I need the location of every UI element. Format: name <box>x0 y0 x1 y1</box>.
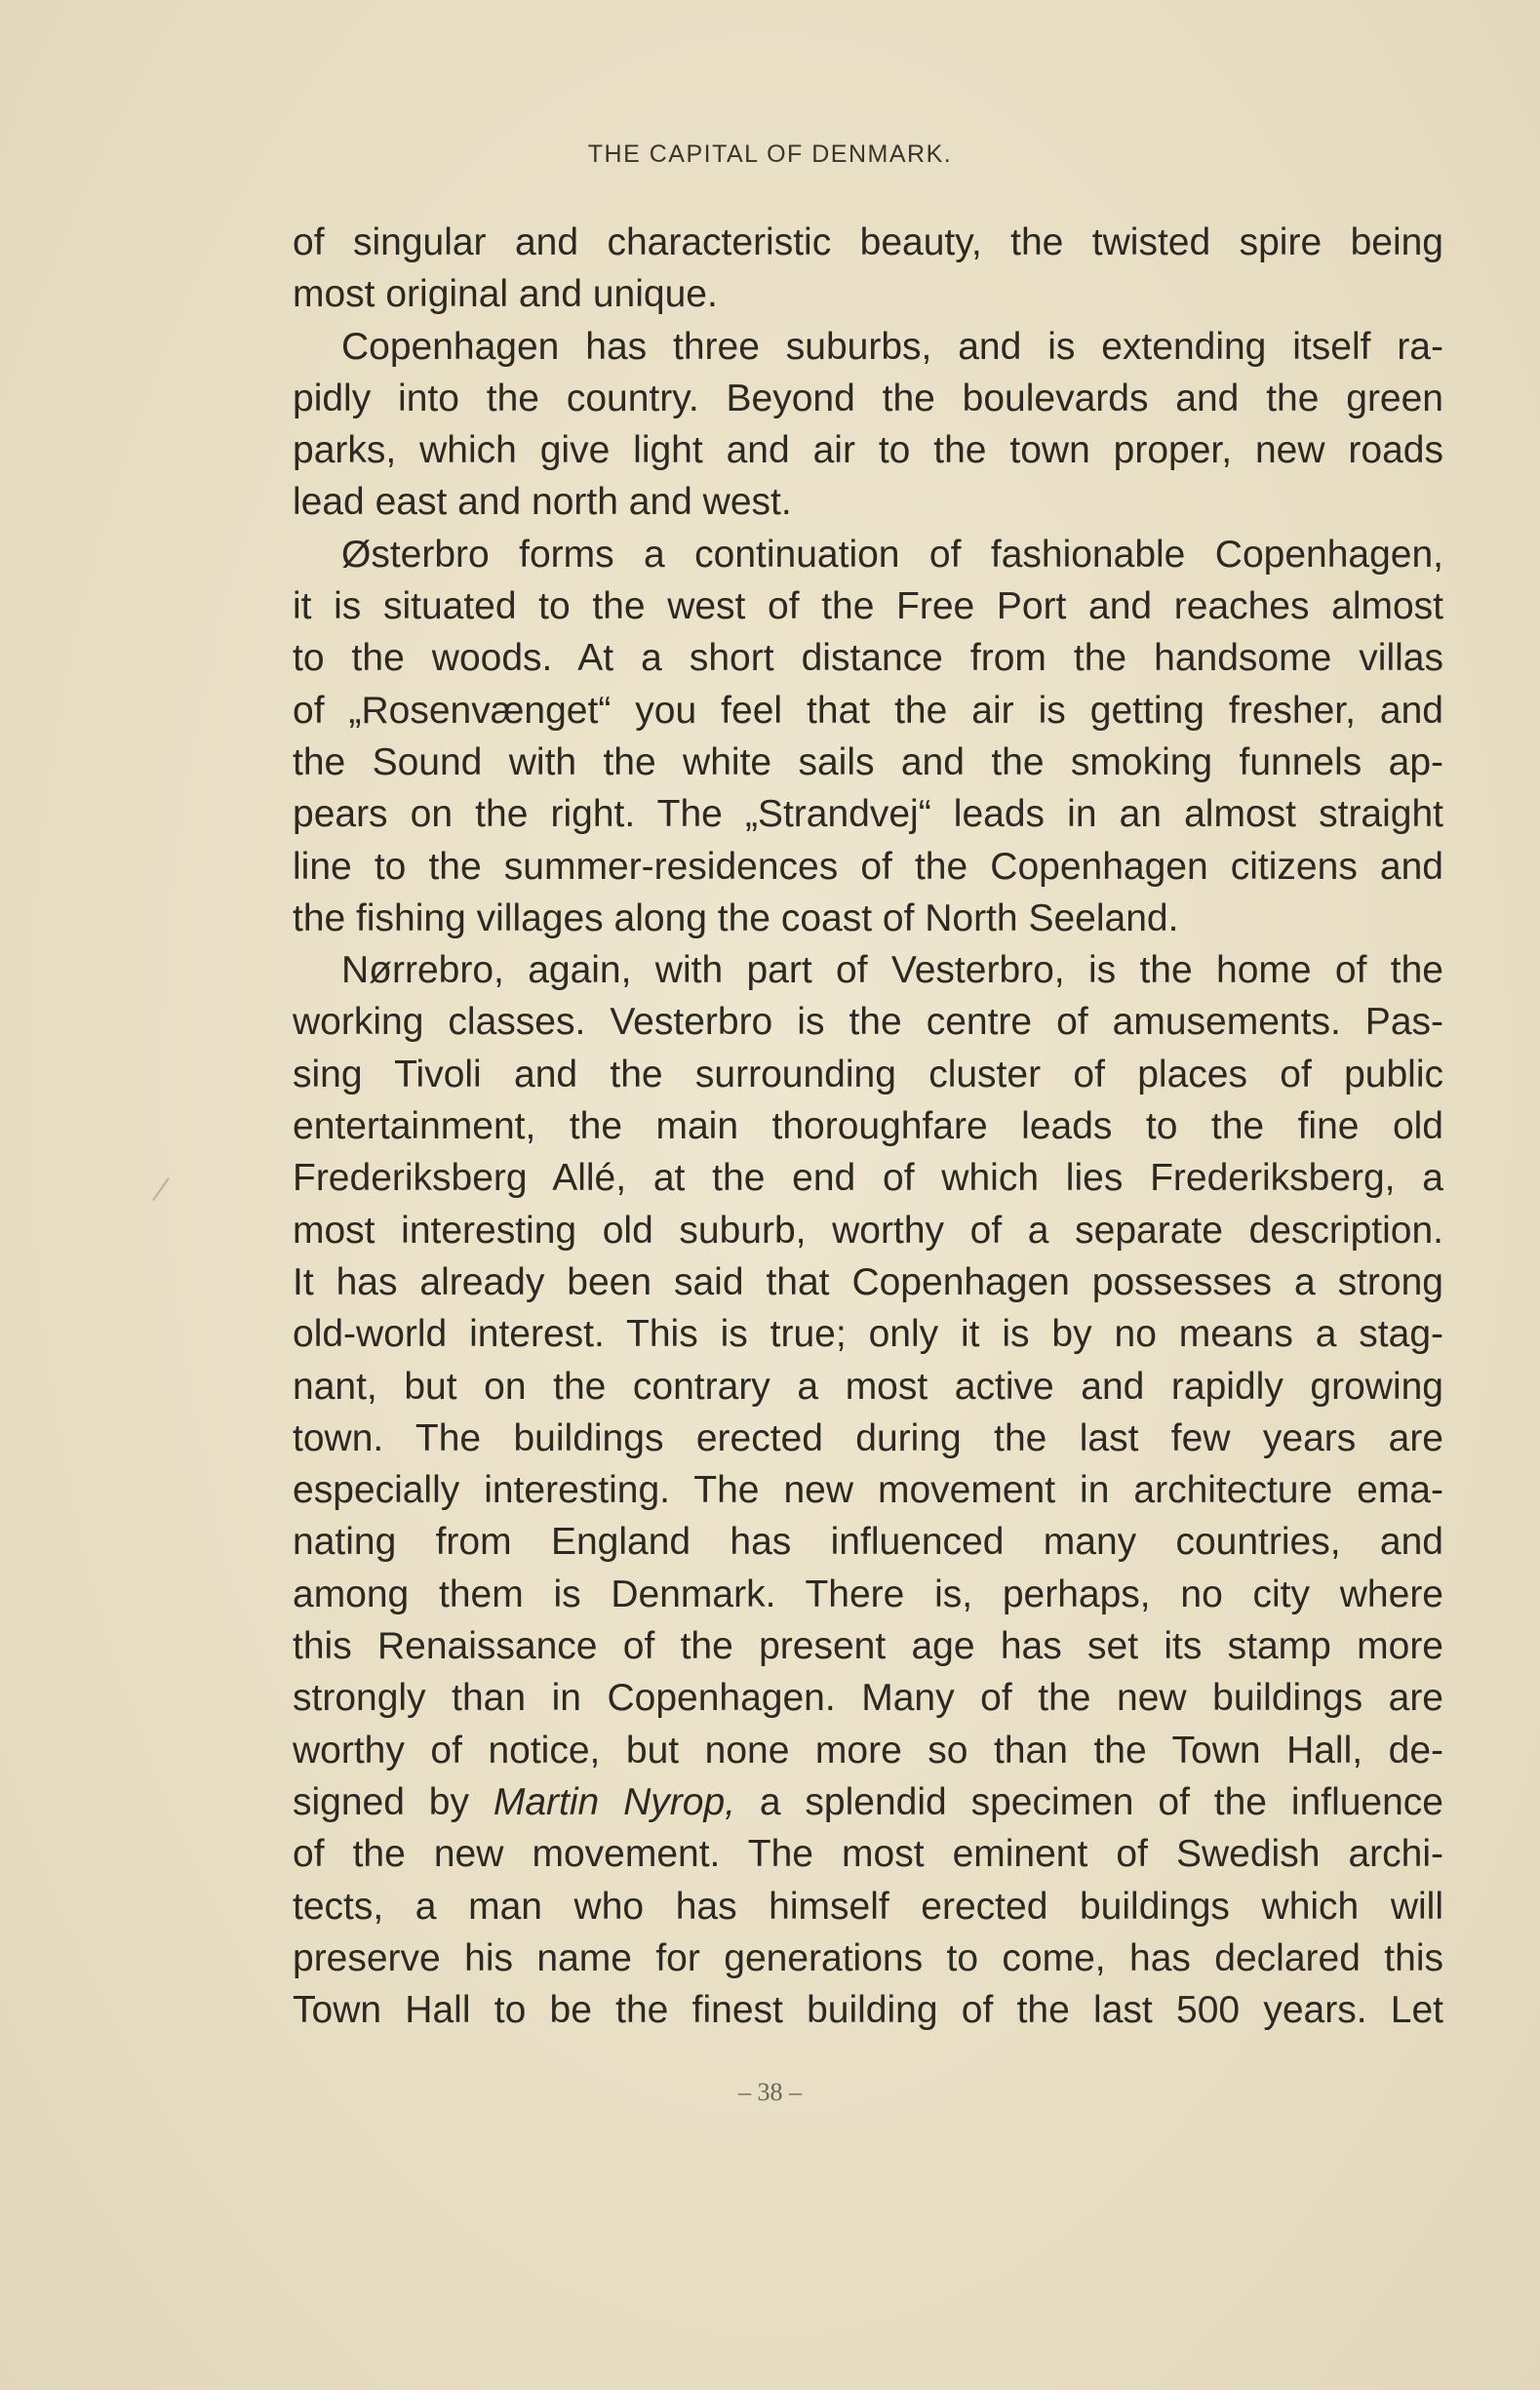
text-line: especially interesting. The new movement in architecture ema- <box>293 1469 1443 1512</box>
text-line: nant, but on the contrary a most active and rapidly growing <box>293 1365 1443 1408</box>
text-line: nating from England has influenced many countries, and <box>293 1521 1443 1564</box>
text-segment: signed by <box>293 1780 494 1823</box>
text-line: the fishing villages along the coast of North Seeland. <box>293 896 1179 939</box>
text-segment: a splendid specimen of the influence <box>734 1780 1443 1823</box>
page-number: – 38 – <box>738 2078 802 2106</box>
running-head: THE CAPITAL OF DENMARK. <box>587 140 953 168</box>
text-line: Town Hall to be the finest building of the last 500 years. Let <box>293 1989 1443 2032</box>
text-line: most interesting old suburb, worthy of a separate description. <box>293 1209 1443 1252</box>
text-line: most original and unique. <box>293 273 718 316</box>
text-line: line to the summer-residences of the Copenhagen citizens and <box>293 845 1443 888</box>
text-line: old-world interest. This is true; only it is by no means a stag- <box>293 1313 1443 1356</box>
text-line: Frederiksberg Allé, at the end of which lies Frederiksberg, a <box>293 1157 1443 1200</box>
text-line: strongly than in Copenhagen. Many of the new buildings are <box>293 1677 1443 1720</box>
text-line: tects, a man who has himself erected buildings which will <box>293 1885 1443 1928</box>
italic-name: Martin Nyrop, <box>493 1780 735 1823</box>
text-line: of singular and characteristic beauty, the twisted spire being <box>293 221 1443 263</box>
text-line: of „Rosenvænget“ you feel that the air is getting fresher, and <box>293 689 1443 732</box>
text-line: pidly into the country. Beyond the boulevards and the green <box>293 377 1443 419</box>
text-line: Østerbro forms a continuation of fashionable Copenhagen, <box>341 533 1443 576</box>
body-text <box>293 217 1443 2036</box>
text-line: pears on the right. The „Strandvej“ leads in an almost straight <box>293 793 1443 836</box>
margin-mark <box>152 1177 170 1201</box>
text-line: lead east and north and west. <box>293 481 792 524</box>
text-line: working classes. Vesterbro is the centre of amusements. Pas- <box>293 1001 1443 1044</box>
text-line <box>293 1776 1443 1828</box>
text-line: among them is Denmark. There is, perhaps, no city where <box>293 1573 1443 1615</box>
text-line: of the new movement. The most eminent of Swedish archi- <box>293 1833 1443 1876</box>
text-line: parks, which give light and air to the town proper, new roads <box>293 429 1443 472</box>
text-line: this Renaissance of the present age has set its stamp more <box>293 1625 1443 1668</box>
text-line: entertainment, the main thoroughfare leads to the fine old <box>293 1105 1443 1148</box>
text-line: preserve his name for generations to come, has declared this <box>293 1936 1443 1979</box>
text-line: Nørrebro, again, with part of Vesterbro, is the home of the <box>341 949 1443 992</box>
text-line: it is situated to the west of the Free Port and reaches almost <box>293 585 1443 628</box>
text-line: It has already been said that Copenhagen possesses a strong <box>293 1260 1443 1303</box>
text-line: the Sound with the white sails and the smoking funnels ap- <box>293 740 1443 783</box>
text-line: worthy of notice, but none more so than the Town Hall, de- <box>293 1729 1443 1772</box>
text-line: sing Tivoli and the surrounding cluster of places of public <box>293 1053 1443 1095</box>
text-line: to the woods. At a short distance from the handsome villas <box>293 637 1443 680</box>
text-line: Copenhagen has three suburbs, and is extending itself ra- <box>341 325 1443 368</box>
text-line: town. The buildings erected during the last few years are <box>293 1416 1443 1459</box>
